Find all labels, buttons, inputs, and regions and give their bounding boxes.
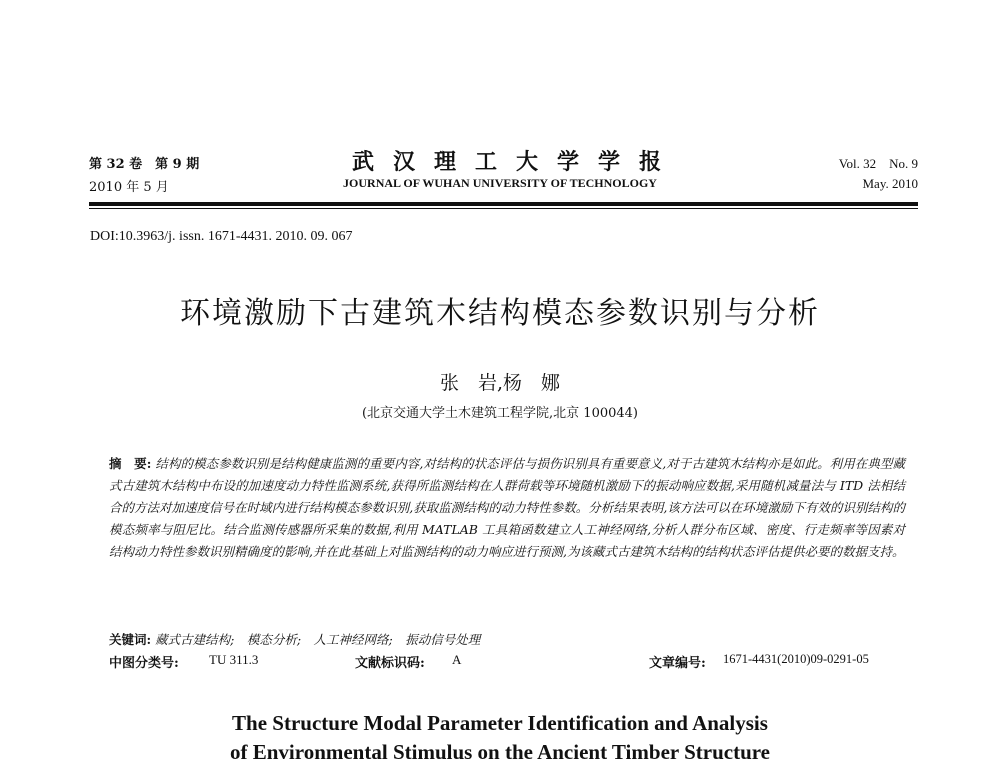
clc-value: TU 311.3 — [209, 652, 259, 667]
publication-date-cn: 2010 年 5 月 — [89, 180, 169, 195]
doi: DOI:10.3963/j. issn. 1671-4431. 2010. 09. 067 — [90, 229, 353, 244]
header-rule-thin — [89, 208, 918, 209]
clc-label: 中图分类号: — [109, 656, 179, 671]
article-number-label: 文章编号: — [649, 656, 706, 671]
article-number-value: 1671-4431(2010)09-0291-05 — [723, 652, 869, 666]
publication-date-en: May. 2010 — [862, 176, 918, 191]
authors: 张 岩,杨 娜 — [439, 372, 561, 394]
abstract-label: 摘 要: — [109, 456, 152, 471]
abstract-text: 结构的模态参数识别是结构健康监测的重要内容,对结构的状态评估与损伤识别具有重要意义,对于古建筑木结构亦是如此。利用在典型藏式古建筑木结构中布设的加速度动力特性监测系统,获得所监测结构在人群荷载等环境随机激励下的振动响应数据,采用随机减量法与 ITD 法相结合的方法对加速度信号在时域内进行结构模态参数识别,获取监测结构的动力特性参数。分析结果表明,该方法可以在环境激励下有效的识别结构的模态频率与阻尼比。结合监测传感器所采集的数据,利用 MATLAB 工具箱函数建立人工神经网络,分析人群分布区域、密度、行走频率等因素对结构动力特性参数识别精确度的影响,并在此基础上对监测结构的动力响应进行预测,为该藏式古建筑木结构的结构状态评估提供必要的数据支持。 — [109, 456, 905, 559]
doc-code-value: A — [452, 652, 462, 667]
paper-title-en-line2: of Environmental Stimulus on the Ancient Timber Structure — [229, 740, 771, 764]
abstract — [109, 453, 905, 563]
paper-title-en-line1: The Structure Modal Parameter Identification and Analysis — [232, 711, 768, 735]
keywords — [109, 630, 480, 648]
volume-issue-en: Vol. 32 No. 9 — [838, 156, 918, 171]
volume-issue-cn: 第 32 卷 第 9 期 — [89, 157, 200, 172]
keywords-label: 关键词: — [109, 632, 152, 647]
doc-code-label: 文献标识码: — [355, 656, 425, 671]
keywords-text: 藏式古建结构; 模态分析; 人工神经网络; 振动信号处理 — [155, 632, 481, 647]
journal-title-en: JOURNAL OF WUHAN UNIVERSITY OF TECHNOLOGY — [343, 176, 657, 190]
journal-title-cn: 武汉理工大学学报 — [351, 149, 680, 175]
header-rule-thick — [89, 202, 918, 206]
affiliation: (北京交通大学土木建筑工程学院,北京 100044) — [361, 406, 639, 421]
paper-title-cn: 环境激励下古建筑木结构模态参数识别与分析 — [180, 296, 820, 331]
